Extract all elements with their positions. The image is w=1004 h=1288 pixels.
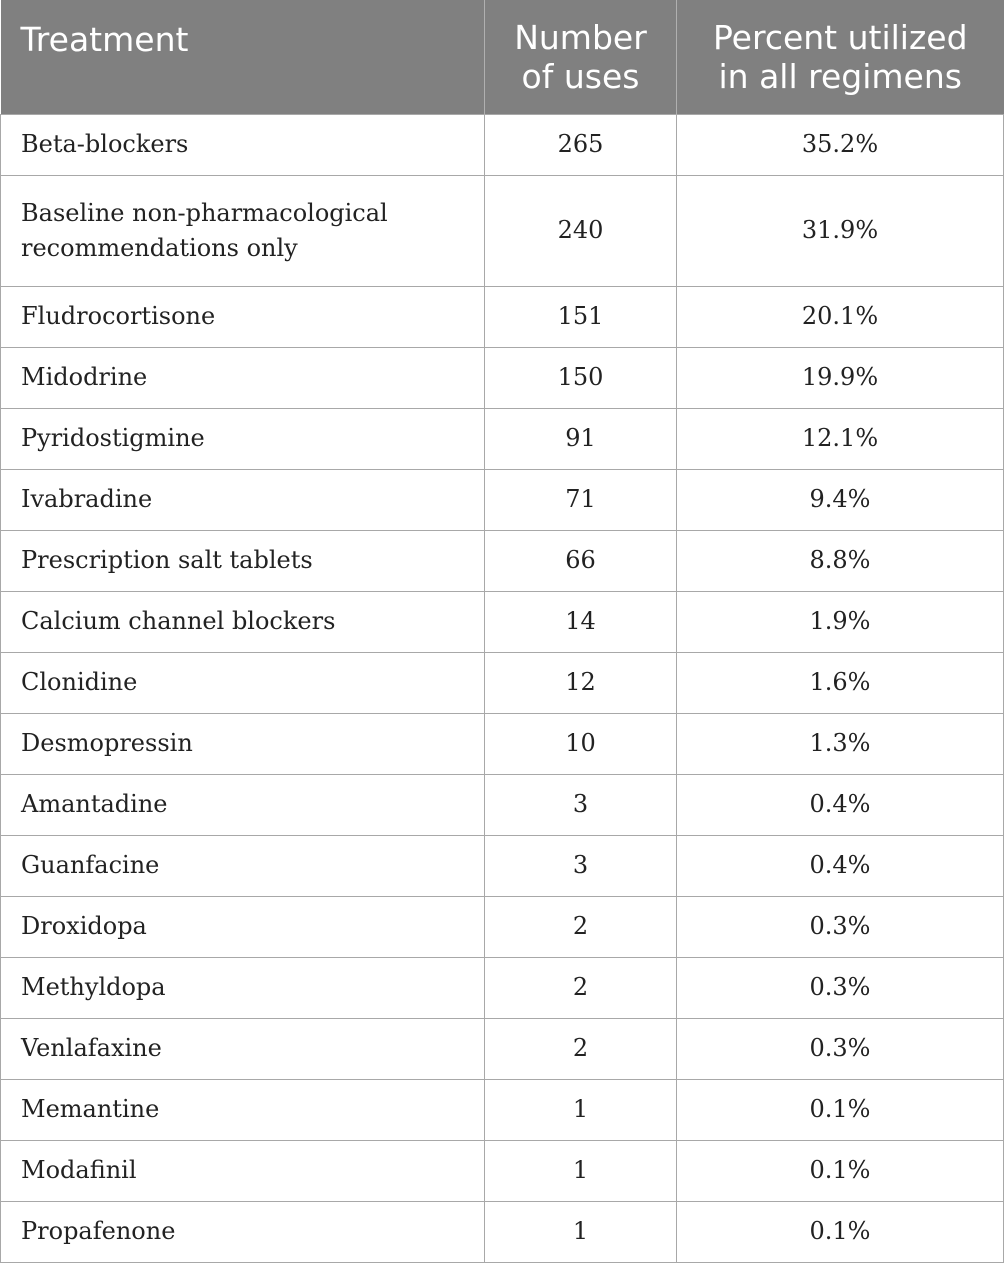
cell-treatment: Pyridostigmine [1, 408, 485, 469]
cell-percent: 0.1% [677, 1201, 1004, 1262]
cell-percent: 0.1% [677, 1079, 1004, 1140]
cell-percent: 9.4% [677, 469, 1004, 530]
cell-treatment: Memantine [1, 1079, 485, 1140]
header-row [1, 0, 1004, 114]
cell-percent: 1.6% [677, 652, 1004, 713]
cell-percent: 0.3% [677, 957, 1004, 1018]
cell-uses: 2 [485, 896, 677, 957]
cell-uses: 10 [485, 713, 677, 774]
table-row [1, 469, 1004, 530]
cell-uses: 150 [485, 347, 677, 408]
cell-treatment: Clonidine [1, 652, 485, 713]
table-row [1, 175, 1004, 286]
cell-uses: 2 [485, 957, 677, 1018]
cell-uses: 2 [485, 1018, 677, 1079]
cell-treatment: Calcium channel blockers [1, 591, 485, 652]
cell-treatment: Venlafaxine [1, 1018, 485, 1079]
table-row [1, 591, 1004, 652]
cell-percent: 1.9% [677, 591, 1004, 652]
cell-percent: 19.9% [677, 347, 1004, 408]
table-row [1, 1140, 1004, 1201]
header-treatment: Treatment [1, 0, 485, 114]
table-row [1, 286, 1004, 347]
cell-treatment: Guanfacine [1, 835, 485, 896]
cell-treatment: Prescription salt tablets [1, 530, 485, 591]
cell-uses: 240 [485, 175, 677, 286]
cell-uses: 3 [485, 835, 677, 896]
cell-treatment: Droxidopa [1, 896, 485, 957]
cell-treatment: Amantadine [1, 774, 485, 835]
cell-percent: 20.1% [677, 286, 1004, 347]
table-row [1, 114, 1004, 175]
cell-percent: 31.9% [677, 175, 1004, 286]
cell-uses: 12 [485, 652, 677, 713]
cell-uses: 1 [485, 1201, 677, 1262]
cell-percent: 12.1% [677, 408, 1004, 469]
cell-treatment: Fludrocortisone [1, 286, 485, 347]
cell-treatment: Propafenone [1, 1201, 485, 1262]
cell-percent: 1.3% [677, 713, 1004, 774]
table-row [1, 957, 1004, 1018]
cell-uses: 14 [485, 591, 677, 652]
cell-percent: 35.2% [677, 114, 1004, 175]
table-row [1, 835, 1004, 896]
cell-treatment: Modafinil [1, 1140, 485, 1201]
table-row [1, 652, 1004, 713]
cell-uses: 71 [485, 469, 677, 530]
cell-uses: 265 [485, 114, 677, 175]
cell-uses: 1 [485, 1079, 677, 1140]
table-row [1, 530, 1004, 591]
table-row [1, 1018, 1004, 1079]
cell-uses: 3 [485, 774, 677, 835]
cell-percent: 0.1% [677, 1140, 1004, 1201]
cell-uses: 91 [485, 408, 677, 469]
cell-uses: 1 [485, 1140, 677, 1201]
header-number-of-uses: Number of uses [485, 0, 677, 114]
cell-uses: 151 [485, 286, 677, 347]
cell-percent: 0.3% [677, 896, 1004, 957]
cell-treatment: Ivabradine [1, 469, 485, 530]
table-row [1, 347, 1004, 408]
cell-percent: 8.8% [677, 530, 1004, 591]
cell-uses: 66 [485, 530, 677, 591]
table-row [1, 408, 1004, 469]
table-row [1, 774, 1004, 835]
cell-treatment: Desmopressin [1, 713, 485, 774]
table-row [1, 713, 1004, 774]
cell-treatment: Methyldopa [1, 957, 485, 1018]
cell-treatment: Baseline non-pharmacological recommendations only [1, 175, 485, 286]
table-row [1, 896, 1004, 957]
header-percent-utilized: Percent utilized in all regimens [677, 0, 1004, 114]
cell-treatment: Beta-blockers [1, 114, 485, 175]
table-row [1, 1079, 1004, 1140]
cell-percent: 0.4% [677, 774, 1004, 835]
cell-percent: 0.3% [677, 1018, 1004, 1079]
cell-treatment: Midodrine [1, 347, 485, 408]
table-row [1, 1201, 1004, 1262]
cell-percent: 0.4% [677, 835, 1004, 896]
